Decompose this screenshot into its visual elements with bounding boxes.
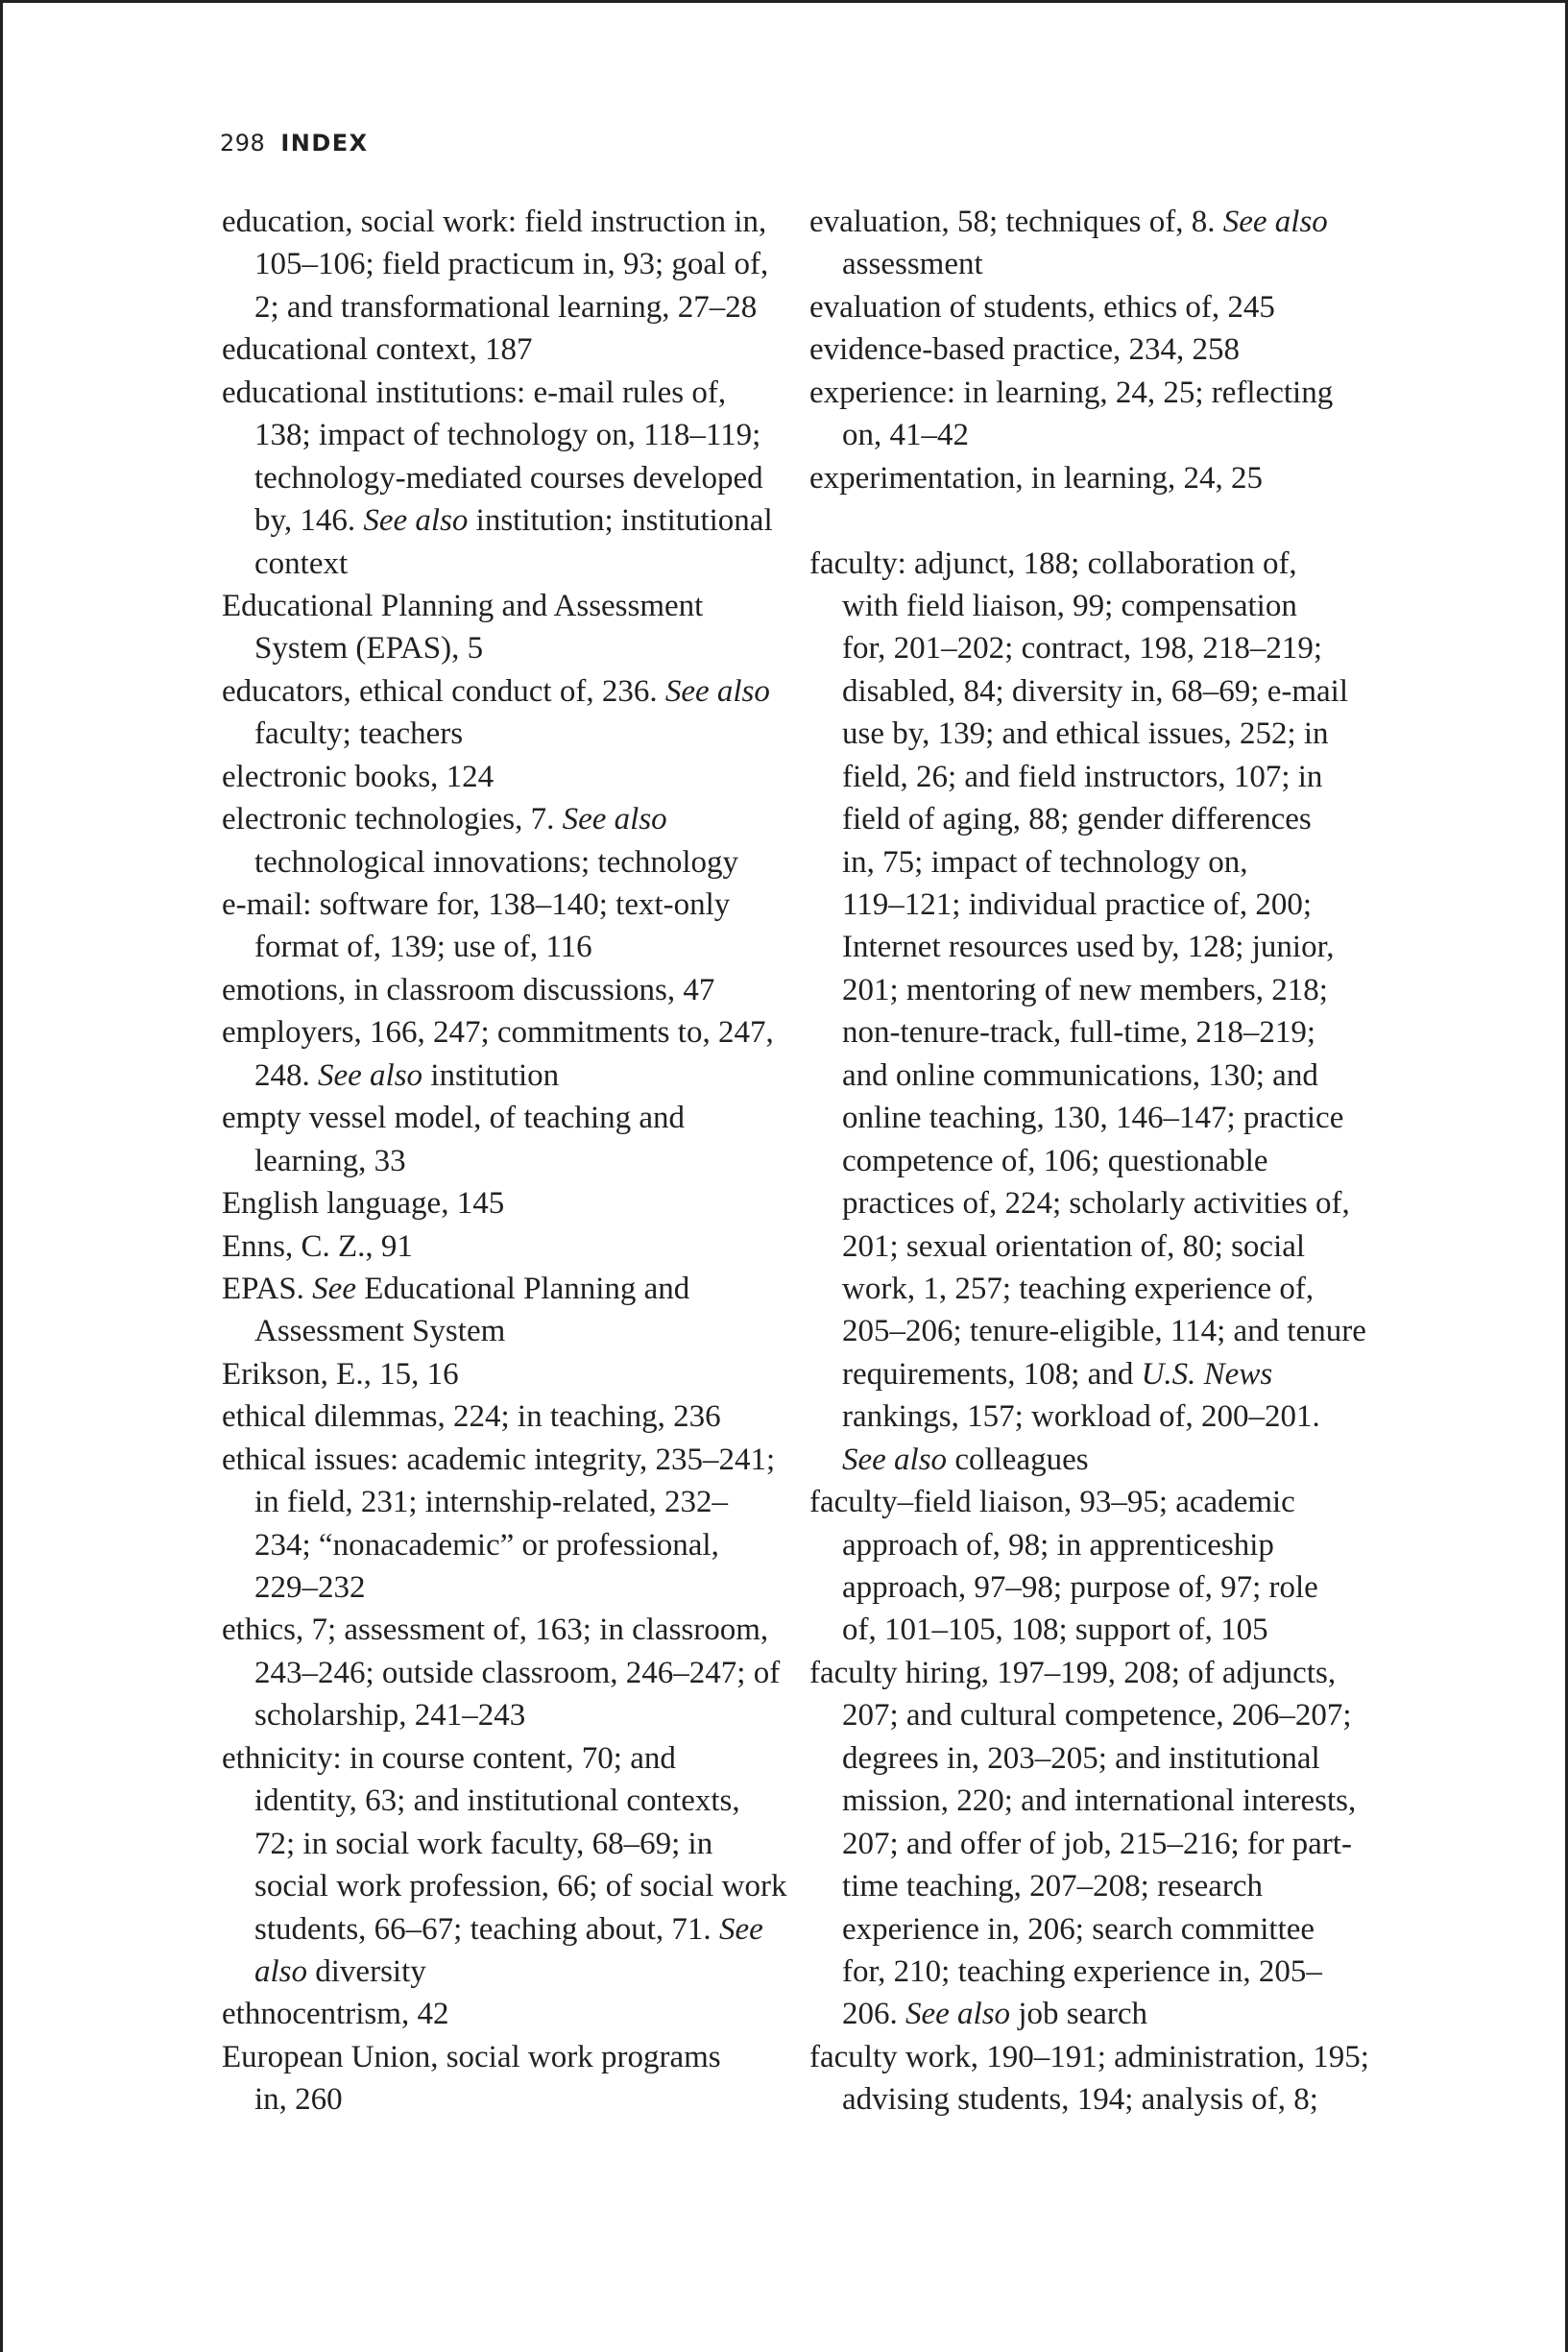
- entry-text: employers, 166, 247; commitments to, 247,: [222, 1015, 774, 1051]
- entry-text: Educational Planning and: [355, 1271, 690, 1306]
- cross-reference-label: U.S. News: [1141, 1356, 1273, 1392]
- cross-reference-label: See also: [905, 1997, 1011, 2032]
- entry-text: ethical issues: academic integrity, 235–241;: [222, 1442, 776, 1477]
- index-entry-continuation-line: [842, 1225, 1386, 1268]
- index-entry-continuation-line: [842, 841, 1386, 884]
- entry-text: diversity: [307, 1953, 426, 1989]
- cross-reference-label: See also: [842, 1442, 948, 1477]
- index-entry-continuation-line: [842, 1865, 1386, 1907]
- index-entry-continuation-line: [254, 1951, 798, 1993]
- index-entry: [222, 1011, 798, 1097]
- entry-text: educational institutions: e-mail rules of,: [222, 375, 727, 410]
- entry-text: non-tenure-track, full-time, 218–219;: [842, 1015, 1316, 1051]
- index-entry-heading-line: [809, 2036, 1386, 2078]
- entry-text: mission, 220; and international interests,: [842, 1783, 1357, 1819]
- entry-text: evidence-based practice, 234, 258: [809, 332, 1241, 368]
- index-entry-heading-line: [809, 457, 1386, 499]
- entry-text: evaluation of students, ethics of, 245: [809, 289, 1275, 325]
- index-entry: [222, 1609, 798, 1736]
- entry-text: empty vessel model, of teaching and: [222, 1101, 686, 1136]
- index-entry-continuation-line: [254, 2078, 798, 2121]
- index-entry-heading-line: [222, 1182, 798, 1224]
- index-entry: [222, 670, 798, 756]
- index-entry-continuation-line: [842, 1097, 1386, 1139]
- entry-text: European Union, social work programs: [222, 2039, 721, 2074]
- index-entry-heading-line: [222, 670, 798, 713]
- index-entry-continuation-line: [842, 243, 1386, 285]
- entry-text: practices of, 224; scholarly activities of,: [842, 1186, 1350, 1222]
- entry-text: 248.: [254, 1057, 318, 1093]
- entry-text: 2; and transformational learning, 27–28: [254, 289, 758, 325]
- index-entry: [222, 1268, 798, 1353]
- entry-text: educators, ethical conduct of, 236.: [222, 673, 665, 709]
- index-entry-continuation-line: [842, 1524, 1386, 1566]
- index-entry-heading-line: [222, 798, 798, 840]
- entry-text: English language, 145: [222, 1186, 505, 1222]
- index-entry: [222, 585, 798, 670]
- entry-text: institution: [422, 1057, 560, 1093]
- entry-text: use by, 139; and ethical issues, 252; in: [842, 716, 1329, 752]
- running-head: [220, 128, 369, 158]
- entry-text: Assessment System: [254, 1314, 506, 1349]
- index-entry: [222, 798, 798, 884]
- entry-text: 201; sexual orientation of, 80; social: [842, 1228, 1306, 1264]
- entry-text: with field liaison, 99; compensation: [842, 588, 1297, 623]
- entry-text: experience in, 206; search committee: [842, 1911, 1315, 1947]
- entry-text: experimentation, in learning, 24, 25: [809, 460, 1263, 496]
- index-entry: [222, 328, 798, 371]
- index-entry-heading-line: [809, 1481, 1386, 1523]
- cross-reference-label: See: [312, 1271, 356, 1306]
- index-entry-continuation-line: [842, 414, 1386, 456]
- index-entry-continuation-line: [842, 1951, 1386, 1993]
- entry-text: format of, 139; use of, 116: [254, 930, 592, 965]
- entry-text: assessment: [842, 247, 983, 282]
- entry-text: faculty work, 190–191; administration, 195;: [809, 2039, 1369, 2074]
- index-entry-continuation-line: [254, 1823, 798, 1865]
- index-entry-continuation-line: [254, 1140, 798, 1182]
- index-entry: [222, 2036, 798, 2122]
- index-entry-heading-line: [222, 1609, 798, 1651]
- entry-text: on, 41–42: [842, 418, 969, 453]
- cross-reference-label: See also: [363, 503, 469, 539]
- index-entry-continuation-line: [254, 1908, 798, 1951]
- entry-text: faculty–field liaison, 93–95; academic: [809, 1485, 1295, 1520]
- entry-text: online teaching, 130, 146–147; practice: [842, 1101, 1344, 1136]
- index-entry-continuation-line: [842, 1055, 1386, 1097]
- entry-text: for, 201–202; contract, 198, 218–219;: [842, 631, 1323, 667]
- entry-text: students, 66–67; teaching about, 71.: [254, 1911, 719, 1947]
- entry-text: faculty: adjunct, 188; collaboration of,: [809, 546, 1297, 581]
- entry-text: in field, 231; internship-related, 232–: [254, 1485, 729, 1520]
- entry-text: 207; and cultural competence, 206–207;: [842, 1698, 1352, 1734]
- index-entry: [809, 543, 1386, 1482]
- index-entry-heading-line: [222, 756, 798, 798]
- index-entry-continuation-line: [254, 1694, 798, 1736]
- entry-text: colleagues: [947, 1442, 1089, 1477]
- index-entry-continuation-line: [254, 499, 798, 542]
- index-entry-continuation-line: [254, 713, 798, 755]
- entry-text: Erikson, E., 15, 16: [222, 1356, 459, 1392]
- entry-text: competence of, 106; questionable: [842, 1143, 1268, 1178]
- index-entry-continuation-line: [842, 1694, 1386, 1736]
- entry-text: by, 146.: [254, 503, 364, 539]
- index-entry-continuation-line: [842, 1310, 1386, 1352]
- entry-text: social work profession, 66; of social work: [254, 1869, 787, 1904]
- index-entry: [809, 457, 1386, 499]
- index-entry-continuation-line: [254, 243, 798, 285]
- index-entry-continuation-line: [842, 1353, 1386, 1395]
- index-entry-heading-line: [222, 1225, 798, 1268]
- index-entry: [222, 1182, 798, 1224]
- index-entry-heading-line: [222, 585, 798, 627]
- entry-text: field, 26; and field instructors, 107; in: [842, 759, 1323, 794]
- index-entry: [809, 1652, 1386, 2036]
- entry-text: 207; and offer of job, 215–216; for part-: [842, 1826, 1352, 1861]
- entry-text: time teaching, 207–208; research: [842, 1869, 1264, 1904]
- entry-text: emotions, in classroom discussions, 47: [222, 972, 715, 1007]
- entry-text: Educational Planning and Assessment: [222, 588, 704, 623]
- index-entry-continuation-line: [254, 1481, 798, 1523]
- entry-text: scholarship, 241–243: [254, 1698, 526, 1734]
- entry-text: System (EPAS), 5: [254, 631, 484, 667]
- index-entry-continuation-line: [842, 1182, 1386, 1224]
- entry-text: disabled, 84; diversity in, 68–69; e-mail: [842, 673, 1349, 709]
- index-entry-continuation-line: [254, 926, 798, 968]
- entry-text: job search: [1010, 1997, 1148, 2032]
- cross-reference-label: See also: [318, 1057, 423, 1093]
- cross-reference-label: also: [254, 1953, 308, 1989]
- index-entry-continuation-line: [254, 1652, 798, 1694]
- entry-text: 72; in social work faculty, 68–69; in: [254, 1826, 713, 1861]
- entry-text: 105–106; field practicum in, 93; goal of,: [254, 247, 769, 282]
- index-entry-heading-line: [222, 969, 798, 1011]
- index-entry-continuation-line: [254, 1865, 798, 1907]
- index-entry-heading-line: [222, 1011, 798, 1054]
- index-entry-continuation-line: [254, 627, 798, 669]
- index-entry-continuation-line: [842, 884, 1386, 926]
- index-entry: [222, 1737, 798, 1994]
- entry-text: 243–246; outside classroom, 246–247; of: [254, 1655, 781, 1690]
- entry-text: electronic technologies, 7.: [222, 802, 563, 837]
- entry-text: 229–232: [254, 1570, 366, 1605]
- index-entry-heading-line: [222, 1097, 798, 1139]
- entry-text: Enns, C. Z., 91: [222, 1228, 413, 1264]
- entry-text: field of aging, 88; gender differences: [842, 802, 1312, 837]
- index-entry-continuation-line: [254, 543, 798, 585]
- entry-text: context: [254, 546, 349, 581]
- entry-text: in, 75; impact of technology on,: [842, 844, 1248, 880]
- index-entry-continuation-line: [842, 1609, 1386, 1651]
- index-entry-continuation-line: [842, 1011, 1386, 1054]
- index-entry-continuation-line: [842, 756, 1386, 798]
- index-entry: [222, 1225, 798, 1268]
- index-entry-continuation-line: [254, 414, 798, 456]
- index-entry-heading-line: [222, 328, 798, 371]
- index-entry-heading-line: [222, 1439, 798, 1481]
- entry-text: rankings, 157; workload of, 200–201.: [842, 1399, 1320, 1435]
- index-entry-continuation-line: [254, 286, 798, 328]
- entry-text: 234; “nonacademic” or professional,: [254, 1527, 719, 1563]
- index-entry-continuation-line: [842, 2078, 1386, 2121]
- page-number: 298: [220, 130, 266, 157]
- entry-text: electronic books, 124: [222, 759, 495, 794]
- entry-text: EPAS.: [222, 1271, 313, 1306]
- entry-text: advising students, 194; analysis of, 8;: [842, 2082, 1318, 2118]
- index-column-right: [809, 201, 1386, 2122]
- entry-text: technological innovations; technology: [254, 844, 739, 880]
- index-column-left: [222, 201, 798, 2122]
- index-entry: [222, 1439, 798, 1610]
- entry-text: faculty; teachers: [254, 716, 464, 752]
- index-entry-continuation-line: [842, 1823, 1386, 1865]
- index-entry: [809, 286, 1386, 328]
- cross-reference-label: See: [718, 1911, 763, 1947]
- index-entry-heading-line: [222, 884, 798, 926]
- index-entry-continuation-line: [842, 969, 1386, 1011]
- index-entry-continuation-line: [842, 1780, 1386, 1822]
- entry-text: evaluation, 58; techniques of, 8.: [809, 205, 1223, 239]
- entry-text: institution; institutional: [468, 503, 773, 539]
- index-entry: [809, 2036, 1386, 2122]
- cross-reference-label: See also: [1222, 205, 1328, 239]
- index-entry: [222, 884, 798, 969]
- index-entry-heading-line: [222, 201, 798, 243]
- index-entry-continuation-line: [254, 1566, 798, 1609]
- index-entry-heading-line: [809, 328, 1386, 371]
- entry-text: degrees in, 203–205; and institutional: [842, 1740, 1320, 1776]
- letter-group-gap: [809, 499, 1386, 542]
- entry-text: and online communications, 130; and: [842, 1057, 1318, 1093]
- index-entry-continuation-line: [842, 926, 1386, 968]
- entry-text: faculty hiring, 197–199, 208; of adjuncts,: [809, 1655, 1337, 1690]
- index-entry: [809, 372, 1386, 457]
- index-entry-heading-line: [222, 2036, 798, 2078]
- entry-text: Internet resources used by, 128; junior,: [842, 930, 1335, 965]
- index-entry-continuation-line: [254, 1310, 798, 1352]
- index-entry-continuation-line: [842, 1268, 1386, 1310]
- index-entry: [222, 1097, 798, 1182]
- index-entry: [222, 1395, 798, 1438]
- index-entry: [222, 969, 798, 1011]
- entry-text: requirements, 108; and: [842, 1356, 1142, 1392]
- entry-text: approach of, 98; in apprenticeship: [842, 1527, 1274, 1563]
- index-entry-continuation-line: [842, 713, 1386, 755]
- index-entry-heading-line: [222, 1993, 798, 2035]
- index-entry: [222, 201, 798, 328]
- entry-text: ethnocentrism, 42: [222, 1997, 449, 2032]
- index-entry-heading-line: [222, 372, 798, 414]
- index-entry-continuation-line: [254, 1780, 798, 1822]
- entry-text: ethics, 7; assessment of, 163; in classroom,: [222, 1612, 769, 1648]
- entry-text: technology-mediated courses developed: [254, 460, 763, 496]
- index-entry-continuation-line: [254, 841, 798, 884]
- cross-reference-label: See also: [664, 673, 770, 709]
- index-entry-continuation-line: [254, 1524, 798, 1566]
- index-entry: [809, 1481, 1386, 1652]
- index-entry-continuation-line: [842, 1993, 1386, 2035]
- index-entry-heading-line: [809, 543, 1386, 585]
- index-entry-continuation-line: [254, 457, 798, 499]
- entry-text: identity, 63; and institutional contexts,: [254, 1783, 740, 1819]
- entry-text: 205–206; tenure-eligible, 114; and tenure: [842, 1314, 1366, 1349]
- index-entry-continuation-line: [842, 1439, 1386, 1481]
- entry-text: 201; mentoring of new members, 218;: [842, 972, 1328, 1007]
- index-entry-continuation-line: [254, 1055, 798, 1097]
- entry-text: 119–121; individual practice of, 200;: [842, 887, 1313, 922]
- index-entry-continuation-line: [842, 1395, 1386, 1438]
- index-entry-continuation-line: [842, 670, 1386, 713]
- index-entry: [222, 756, 798, 798]
- entry-text: e-mail: software for, 138–140; text-only: [222, 887, 731, 922]
- index-entry-heading-line: [809, 1652, 1386, 1694]
- entry-text: ethical dilemmas, 224; in teaching, 236: [222, 1399, 721, 1435]
- cross-reference-label: See also: [562, 802, 667, 837]
- index-entry-continuation-line: [842, 798, 1386, 840]
- index-entry-heading-line: [809, 372, 1386, 414]
- index-entry: [809, 328, 1386, 371]
- index-entry: [222, 1353, 798, 1395]
- entry-text: education, social work: field instruction in,: [222, 205, 767, 239]
- entry-text: learning, 33: [254, 1143, 406, 1178]
- entry-text: work, 1, 257; teaching experience of,: [842, 1271, 1315, 1306]
- index-entry-continuation-line: [842, 627, 1386, 669]
- entry-text: of, 101–105, 108; support of, 105: [842, 1612, 1268, 1648]
- index-entry-continuation-line: [842, 1140, 1386, 1182]
- index-entry-continuation-line: [842, 1566, 1386, 1609]
- index-entry: [222, 372, 798, 585]
- entry-text: in, 260: [254, 2082, 343, 2118]
- index-entry-continuation-line: [842, 1737, 1386, 1780]
- index-entry-continuation-line: [842, 1908, 1386, 1951]
- index-entry-heading-line: [222, 1268, 798, 1310]
- index-entry: [809, 201, 1386, 286]
- entry-text: experience: in learning, 24, 25; reflecting: [809, 375, 1334, 410]
- entry-text: educational context, 187: [222, 332, 533, 368]
- entry-text: 206.: [842, 1997, 905, 2032]
- entry-text: ethnicity: in course content, 70; and: [222, 1740, 676, 1776]
- index-entry: [222, 1993, 798, 2035]
- index-entry-heading-line: [222, 1395, 798, 1438]
- index-entry-heading-line: [809, 286, 1386, 328]
- index-entry-heading-line: [809, 201, 1386, 243]
- index-entry-heading-line: [222, 1737, 798, 1780]
- entry-text: for, 210; teaching experience in, 205–: [842, 1953, 1322, 1989]
- index-entry-heading-line: [222, 1353, 798, 1395]
- entry-text: 138; impact of technology on, 118–119;: [254, 418, 761, 453]
- entry-text: approach, 97–98; purpose of, 97; role: [842, 1570, 1318, 1605]
- section-title: INDEX: [280, 130, 369, 157]
- index-entry-continuation-line: [842, 585, 1386, 627]
